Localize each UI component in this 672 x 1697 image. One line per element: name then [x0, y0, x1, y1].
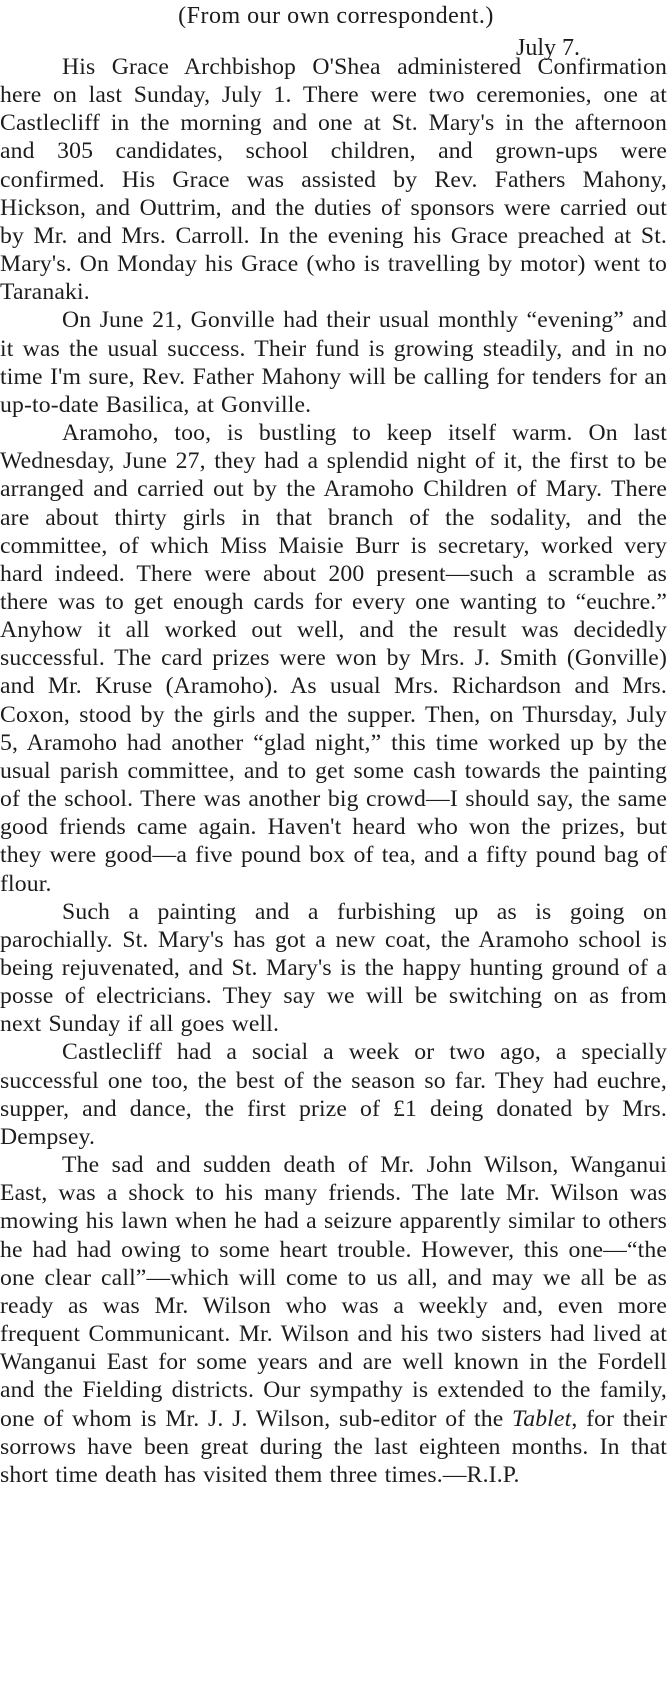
article-body — [0, 53, 667, 1489]
paragraph-castlecliff-social: Castlecliff had a social a week or two ago, a specially successful one too, the best of the season so far. They had euchre, supper, and dance, the first prize of £1 deing donated by Mrs. Dempsey. — [0, 1039, 667, 1150]
paragraph-aramoho-euchre: Aramoho, too, is bustling to keep itself warm. On last Wednesday, June 27, they had a splendid night of it, the first to be arranged and carried out by the Aramoho Children of Mary. There are about thirty girls in that branch of the sodality, and the committee, of which Miss Maisie Burr is secretary, worked very hard indeed. There were about 200 present—such a scramble as there was to get enough cards for every one wanting to “euchre.” Anyhow it all worked out well, and the result was decidedly successful. The card prizes were won by Mrs. J. Smith (Gonville) and Mr. Kruse (Aramoho). As usual Mrs. Richardson and Mrs. Coxon, stood by the girls and the supper. Then, on Thursday, July 5, Aramoho had another “glad night,” this time worked up by the usual parish committee, and to get some cash towards the painting of the school. There was another big crowd—I should say, the same good friends came again. Haven't heard who won the prizes, but they were good—a five pound box of tea, and a fifty pound bag of flour. — [0, 420, 667, 897]
paragraph-obituary — [0, 1151, 667, 1489]
paragraph-confirmation: His Grace Archbishop O'Shea administered Confirmation here on last Sunday, July 1. There were two ceremonies, one at Castlecliff in the morning and one at St. Mary's in the afternoon and 305 candidates, school children, and grown-ups were confirmed. His Grace was assisted by Rev. Fathers Mahony, Hickson, and Outtrim, and the duties of sponsors were carried out by Mr. and Mrs. Carroll. In the evening his Grace preached at St. Mary's. On Monday his Grace (who is travelling by motor) went to Taranaki. — [0, 54, 667, 306]
paragraph-gonville-evening: On June 21, Gonville had their usual monthly “evening” and it was the usual success. Their fund is growing steadily, and in no time I'm sure, Rev. Father Mahony will be calling for tenders for an up-to-date Basilica, at Gonville. — [0, 307, 667, 418]
byline: (From our own correspondent.) — [178, 3, 494, 29]
publication-title: Tablet — [512, 1405, 572, 1432]
dateline: July 7. — [515, 35, 580, 61]
obituary-text-start: The sad and sudden death of Mr. John Wilson, Wanganui East, was a shock to his many friends. The late Mr. Wilson was mowing his lawn when he had a seizure apparently similar to others he had had owing to some heart trouble. However, this one—“the one clear call”—which will come to us all, and may we all be as ready as was Mr. Wilson who was a weekly and, even more frequent Communicant. Mr. Wilson and his two sisters had lived at Wanganui East for some years and are well known in the Fordell and the Fielding districts. Our sympathy is extended to the family, one of whom is Mr. J. J. Wilson, sub-editor of the — [0, 1152, 667, 1432]
paragraph-painting: Such a painting and a furbishing up as is going on parochially. St. Mary's has got a new coat, the Aramoho school is being rejuvenated, and St. Mary's is the happy hunting ground of a posse of electricians. They say we will be switching on as from next Sunday if all goes well. — [0, 898, 667, 1038]
obituary-text-end: , for their sorrows have been great during the last eighteen months. In that short time death has visited them three times.—R.I.P. — [0, 1405, 667, 1488]
